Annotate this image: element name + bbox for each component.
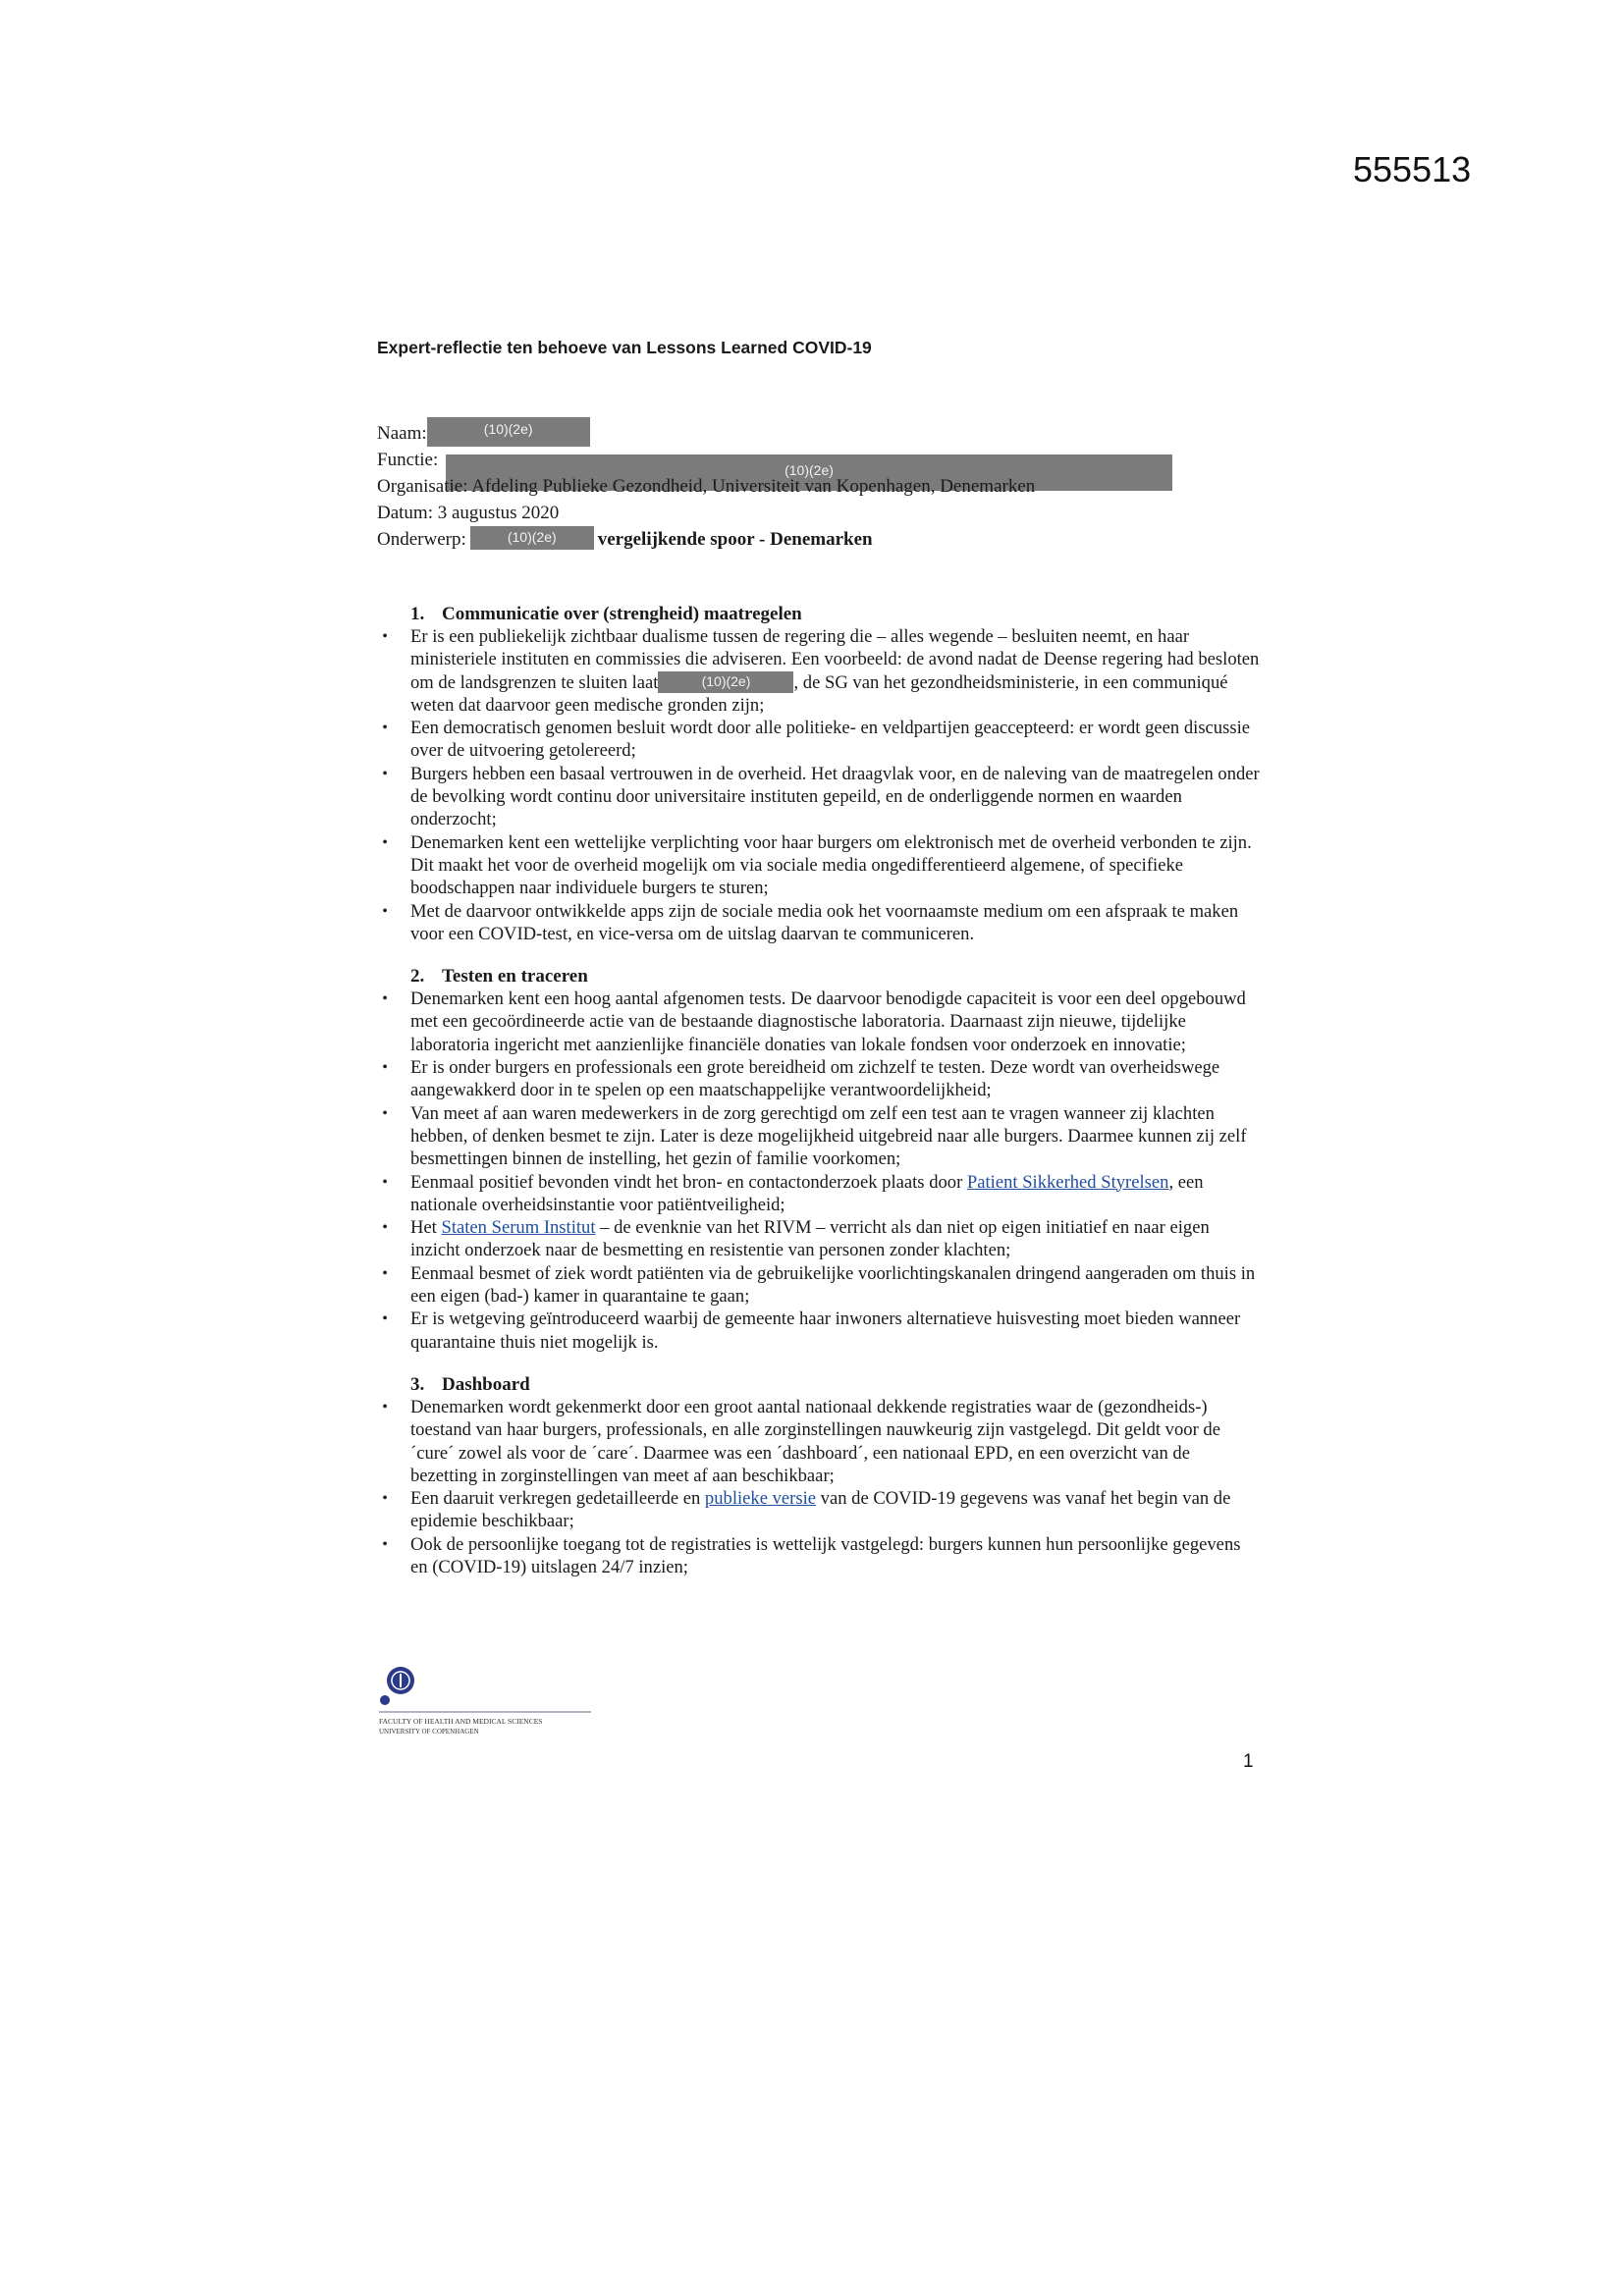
bullet-icon: •	[382, 1398, 388, 1415]
section-title: Testen en traceren	[442, 966, 588, 988]
list-item: • Er is onder burgers en professionals een grote bereidheid om zichzelf te testen. Deze wordt van overheidswege aangewakkerd door in te spelen op een maatschappelijke verantwoordelijkheid;	[377, 1056, 1261, 1102]
bullet-icon: •	[382, 902, 388, 920]
organisation-text: Organisatie: Afdeling Publieke Gezondheid, Universiteit van Kopenhagen, Denemarken	[377, 476, 1036, 497]
publieke-versie-link[interactable]: publieke versie	[704, 1488, 816, 1510]
bullet-icon: •	[382, 833, 388, 851]
section-heading	[377, 603, 1261, 625]
name-label: Naam:	[377, 423, 427, 444]
university-logo	[377, 1665, 593, 1739]
section-number: 1.	[410, 604, 425, 624]
section-testen	[377, 965, 1261, 1354]
name-redaction: (10)(2e)	[427, 417, 590, 447]
bullet-icon: •	[382, 990, 388, 1008]
bullet-list	[377, 988, 1261, 1354]
organisation-line	[377, 473, 1261, 500]
bullet-icon: •	[382, 1173, 388, 1191]
section-number: 3.	[410, 1373, 425, 1395]
subject-line	[377, 526, 1261, 553]
list-item: • Van meet af aan waren medewerkers in de zorg gerechtigd om zelf een test aan te vragen wanneer zij klachten hebben, of denken besmet te zijn. Later is deze mogelijkheid uitgebreid naar alle burgers. Daarmee kunnen zij zelf besmettingen binnen de instelling, het gezin of familie voorkomen;	[377, 1102, 1261, 1171]
bullet-icon: •	[382, 765, 388, 782]
bullet-icon: •	[382, 1535, 388, 1553]
bullet-icon: •	[382, 1490, 388, 1508]
list-item: • Eenmaal besmet of ziek wordt patiënten via de gebruikelijke voorlichtingskanalen dringend aangeraden om thuis in een eigen (bad-) kamer in quarantaine te gaan;	[377, 1262, 1261, 1308]
list-item: • Ook de persoonlijke toegang tot de registraties is wettelijk vastgelegd: burgers kunnen hun persoonlijke gegevens en (COVID-19) uitslagen 24/7 inzien;	[377, 1533, 1261, 1579]
list-item: • Denemarken wordt gekenmerkt door een groot aantal nationaal dekkende registraties waar de (gezondheids-) toestand van haar burgers, professionals, en alle zorginstellingen nauwkeurig zijn vastgelegd. Dit geldt voor de ´cure´ zowel als voor de ´care´. Daarmee was een ´dashboard´, een nationaal EPD, en een overzicht van de bezetting in zorginstellingen van meet af aan beschikbaar;	[377, 1396, 1261, 1487]
bullet-icon: •	[382, 1104, 388, 1122]
list-item: • Burgers hebben een basaal vertrouwen in de overheid. Het draagvlak voor, en de naleving van de maatregelen onder de bevolking wordt continu door universitaire instituten gepeild, en de onderliggende normen en waarden onderzocht;	[377, 763, 1261, 831]
document-title: Expert-reflectie ten behoeve van Lessons Learned COVID-19	[377, 338, 872, 357]
section-heading	[377, 1373, 1261, 1396]
section-title: Communicatie over (strengheid) maatregelen	[442, 604, 802, 624]
section-number: 2.	[410, 966, 425, 988]
staten-serum-link[interactable]: Staten Serum Institut	[441, 1217, 596, 1239]
patient-sikkerhed-link[interactable]: Patient Sikkerhed Styrelsen	[966, 1171, 1169, 1193]
section-dashboard	[377, 1373, 1261, 1578]
page-number: 1	[1243, 1751, 1254, 1772]
function-line	[377, 447, 1261, 478]
section-heading	[377, 965, 1261, 988]
section-communicatie	[377, 603, 1261, 945]
document-body	[377, 603, 1261, 1578]
list-item: • Eenmaal positief bevonden vindt het bron- en contactonderzoek plaats door Patient Sikkerhed Styrelsen, een nationale overheidsinstantie voor patiëntveiligheid;	[377, 1171, 1261, 1217]
bullet-icon: •	[382, 628, 388, 645]
bullet-icon: •	[382, 1264, 388, 1282]
bullet-list	[377, 1396, 1261, 1578]
logo-line-1: FACULTY OF HEALTH AND MEDICAL SCIENCES	[379, 1717, 543, 1726]
list-item: • Een democratisch genomen besluit wordt door alle politieke- en veldpartijen geaccepteerd: er wordt geen discussie over de uitvoering getolereerd;	[377, 717, 1261, 763]
function-label: Functie:	[377, 450, 439, 470]
logo-line-2: UNIVERSITY OF COPENHAGEN	[379, 1728, 479, 1735]
list-item: • Denemarken kent een hoog aantal afgenomen tests. De daarvoor benodigde capaciteit is voor een deel opgebouwd met een gecoördineerde actie van de bestaande diagnostische laboratoria. Daarnaast zijn nieuwe, tijdelijke laboratoria ingericht met aanzienlijke financiële donaties van lokale fondsen voor onderzoek en innovatie;	[377, 988, 1261, 1056]
function-redaction: (10)(2e)	[446, 454, 1172, 491]
subject-text: vergelijkende spoor - Denemarken	[597, 529, 873, 550]
list-item: • Er is wetgeving geïntroduceerd waarbij de gemeente haar inwoners alternatieve huisvesting moet bieden wanneer quarantaine thuis niet mogelijk is.	[377, 1308, 1261, 1354]
bullet-icon: •	[382, 1059, 388, 1077]
inline-redaction: (10)(2e)	[658, 671, 793, 693]
metadata-block	[377, 420, 1261, 553]
list-item: • Denemarken kent een wettelijke verplichting voor haar burgers om elektronisch met de overheid verbonden te zijn. Dit maakt het voor de overheid mogelijk om via sociale media ongedifferentieerd algemene, of specifieke boodschappen naar individuele burgers te sturen;	[377, 831, 1261, 900]
document-number: 555513	[1353, 149, 1472, 189]
bullet-icon: •	[382, 1219, 388, 1237]
date-text: Datum: 3 augustus 2020	[377, 503, 560, 523]
logo-dot-icon	[380, 1695, 390, 1705]
subject-redaction: (10)(2e)	[470, 526, 594, 550]
bullet-list	[377, 625, 1261, 945]
list-item: • Het Staten Serum Institut – de evenknie van het RIVM – verricht als dan niet op eigen initiatief en naar eigen inzicht onderzoek naar de besmetting en resistentie van personen zonder klachten;	[377, 1216, 1261, 1262]
subject-label: Onderwerp:	[377, 529, 466, 550]
bullet-icon: •	[382, 1310, 388, 1328]
list-item: • Een daaruit verkregen gedetailleerde en publieke versie van de COVID-19 gegevens was vanaf het begin van de epidemie beschikbaar;	[377, 1487, 1261, 1533]
list-item: • Er is een publiekelijk zichtbaar dualisme tussen de regering die – alles wegende – besluiten neemt, en haar ministeriele instituten en commissies die adviseren. Een voorbeeld: de avond nadat de Deense regering had besloten om de landsgrenzen te sluiten laat (10)(2e) , de SG van het gezondheidsministerie, in een communiqué weten dat daarvoor geen medische gronden zijn;	[377, 625, 1261, 717]
date-line	[377, 500, 1261, 526]
name-line	[377, 420, 1261, 447]
list-item: • Met de daarvoor ontwikkelde apps zijn de sociale media ook het voornaamste medium om een afspraak te maken voor een COVID-test, en vice-versa om de uitslag daarvan te communiceren.	[377, 900, 1261, 946]
section-title: Dashboard	[442, 1373, 530, 1395]
bullet-icon: •	[382, 720, 388, 737]
